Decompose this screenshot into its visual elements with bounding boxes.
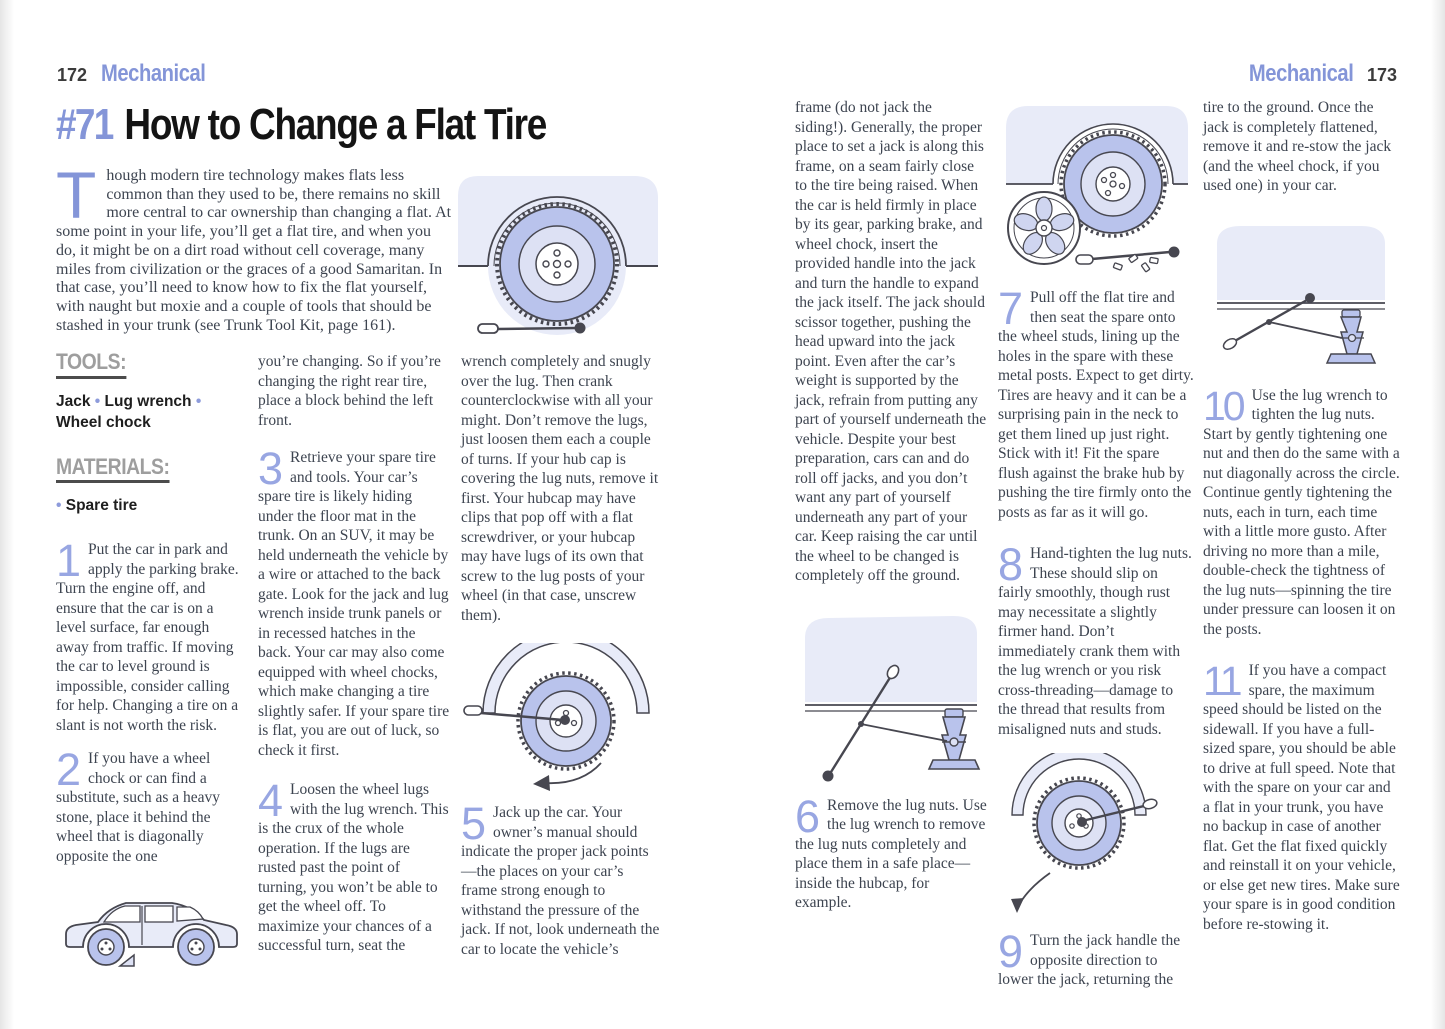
left-page-number: 172 [57, 65, 88, 85]
tire-in-wheel-well-illustration [452, 162, 667, 347]
materials-list [56, 495, 244, 516]
right-page-number: 173 [1366, 65, 1397, 85]
tool-item: Jack [56, 392, 91, 410]
step-text: Remove the lug nuts. Use the lug wrench to remove the lug nuts completely and place them in a safe place—inside the hubcap, for example. [795, 796, 987, 911]
step-10 [1203, 382, 1401, 640]
step-text: Pull off the flat tire and then seat the spare onto the wheel studs, lining up the holes in the spare with these metal posts. Expect to get dirty. Tires are heavy and it can be a surprising pain in the neck to get them lined up just right. Stick with it! Fit the spare flush against the brake hub by pushing the tire firmly onto the posts as far as it will go. [998, 289, 1194, 521]
step-2-continuation: you’re changing. So if you’re changing the right rear tire, place a block behind the left front. [258, 353, 441, 429]
step-2 [56, 744, 244, 866]
step-number: 2 [56, 744, 80, 795]
spare-tire-rim-and-lug-nuts-illustration [998, 88, 1194, 278]
left-page-header [57, 60, 225, 88]
right-page-header [1229, 60, 1397, 88]
step-5 [461, 798, 661, 959]
step-number: 5 [461, 798, 485, 849]
step-text: Put the car in park and apply the parking brake. Turn the engine off, and ensure that the car is on a level surface, far enough away from traffic. If moving the car to level ground is impossible, consider calling for help. Changing a tire on a slant is not worth the risk. [56, 541, 239, 734]
step-1 [56, 535, 244, 735]
right-column-3 [1203, 98, 1401, 948]
left-section-title: Mechanical [101, 60, 206, 87]
step-text: Loosen the wheel lugs with the lug wrench. This is the crux of the whole operation. If the lugs are rusted past the point of turning, you won’t be able to get the wheel off. To maximize your chances of a successful turn, seat the [258, 781, 449, 954]
step-number: 9 [998, 926, 1022, 977]
right-column-1 [795, 98, 987, 927]
step-9 [998, 926, 1194, 990]
step-number: 10 [1203, 382, 1243, 429]
step-number: 6 [795, 790, 819, 842]
step-9-continuation: tire to the ground. Once the jack is completely flattened, remove it and re-stow the jack (and the wheel chock, if you used one) in your car. [1203, 99, 1392, 194]
step-7 [998, 283, 1194, 522]
car-with-wheel-chock-illustration [56, 880, 246, 975]
step-number: 8 [998, 539, 1022, 590]
tools-list [56, 391, 244, 433]
article-title-text: How to Change a Flat Tire [124, 100, 547, 149]
bullet-icon: • [56, 497, 62, 514]
step-4 [258, 775, 450, 956]
step-4-continuation: wrench completely and snugly over the lug. Then crank counterclockwise with all your might. Don’t remove the lugs, just loosen them each a couple of turns. If your hub cap is covering the lug nuts, remove it first. Your hubcap may have clips that pop off with a flat screwdriver, or your hubcap may have lugs of its own that screw to the lug posts of your wheel (in that case, unscrew them). [461, 353, 659, 624]
left-column-3 [461, 352, 661, 973]
step-number: 1 [56, 535, 80, 586]
bullet-icon: • [195, 392, 202, 410]
tools-heading: TOOLS: [56, 352, 126, 379]
step-text: Jack up the car. Your owner’s manual should indicate the proper jack points—the places on your car’s frame strong enough to withstand the pressure of the jack. If not, look underneath the car to locate the vehicle’s [461, 804, 660, 958]
tighten-lug-wrench-illustration [998, 753, 1158, 921]
article-title [56, 100, 639, 150]
drop-cap: T [56, 158, 97, 232]
step-number: 3 [258, 443, 282, 494]
step-8 [998, 539, 1194, 739]
step-3 [258, 443, 450, 760]
article-number: #71 [56, 100, 113, 149]
left-column-2 [258, 352, 450, 970]
left-column-1 [56, 349, 244, 985]
step-text: Retrieve your spare tire and tools. Your car’s spare tire is likely hiding under the floor mat in the trunk. On an SUV, it may be held underneath the vehicle by a wire or attached to the back gate. Look for the jack and lug wrench inside trunk panels or in recessed hatches in the back. Your car may also come equipped with wheel chocks, which make changing a tire slightly safer. If your spare tire is flat, you are out of luck, so check it first. [258, 449, 450, 759]
lowering-jack-illustration [1203, 214, 1399, 376]
materials-heading: MATERIALS: [56, 457, 170, 484]
intro-paragraph [56, 158, 452, 335]
tool-item: Lug wrench [104, 392, 192, 410]
step-text: Hand-tighten the lug nuts. These should slip on fairly smoothly, though rust may necessitate a slightly firmer hand. Don’t immediately crank them with the lug wrench or you risk cross-threading—damage to the thread that results from misaligned nuts and studs. [998, 545, 1192, 738]
step-text: Turn the jack handle the opposite direction to lower the jack, returning the [998, 932, 1181, 988]
right-column-2 [998, 88, 1194, 1004]
material-item: Spare tire [65, 497, 138, 514]
loosen-lug-wrench-illustration [461, 643, 659, 793]
step-text: Use the lug wrench to tighten the lug nuts. Start by gently tightening one nut and then do the same with a nut diagonally across the circle. Continue gently tightening the nuts, each in turn, each time with a little more gusto. After driving no more than a mile, double-check the tightness of the lug nuts—spinning the tire under pressure can loosen it on the posts. [1203, 386, 1400, 638]
step-6 [795, 790, 987, 913]
bullet-icon: • [94, 392, 101, 410]
step-number: 4 [258, 775, 282, 826]
scissor-jack-raising-car-illustration [795, 604, 987, 786]
intro-text: hough modern tire technology makes flats less common than they used to be, there remains no skill more central to car ownership than changing a flat. At some point in your life, you’ll get a flat tire, and when you do, it might be on a dirt road without cell coverage, many miles from civilization or the graces of a good Samaritan. In that case, you’ll need to know how to fix the flat yourself, with naught but moxie and a couple of tools that should be stashed in your trunk (see Trunk Tool Kit, page 161). [56, 167, 452, 334]
step-number: 11 [1203, 658, 1240, 704]
right-section-title: Mechanical [1248, 60, 1353, 87]
step-5-continuation: frame (do not jack the siding!). Generally, the proper place to set a jack is along this frame, on a seam fairly close to the tire being raised. When the car is held firmly in place by its gear, parking brake, and wheel chock, insert the provided handle into the jack and turn the handle to expand the jack itself. The jack should scissor together, pushing the head upward into the jack point. Even after the car’s weight is supported by the jack, refrain from putting any part of yourself underneath the vehicle. Despite your best preparation, cars can and do roll off jacks, and you don’t want any part of yourself underneath any part of your car. Keep raising the car until the wheel to be changed is completely off the ground. [795, 99, 987, 584]
step-text: If you have a wheel chock or can find a substitute, such as a heavy stone, place it behind the wheel that is diagonally opposite the one [56, 750, 221, 865]
step-text: If you have a compact spare, the maximum speed should be listed on the sidewall. If you have a full-sized spare, you should be able to drive at full speed. Note that with the spare on your car and a flat in your trunk, you have no backup in case of another flat. Get the flat fixed quickly and reinstall it on your vehicle, or else get new tires. Make sure your spare is in good condition before re-stowing it. [1203, 662, 1400, 933]
tool-item: Wheel chock [56, 413, 151, 431]
step-11 [1203, 658, 1401, 934]
step-number: 7 [998, 283, 1022, 334]
